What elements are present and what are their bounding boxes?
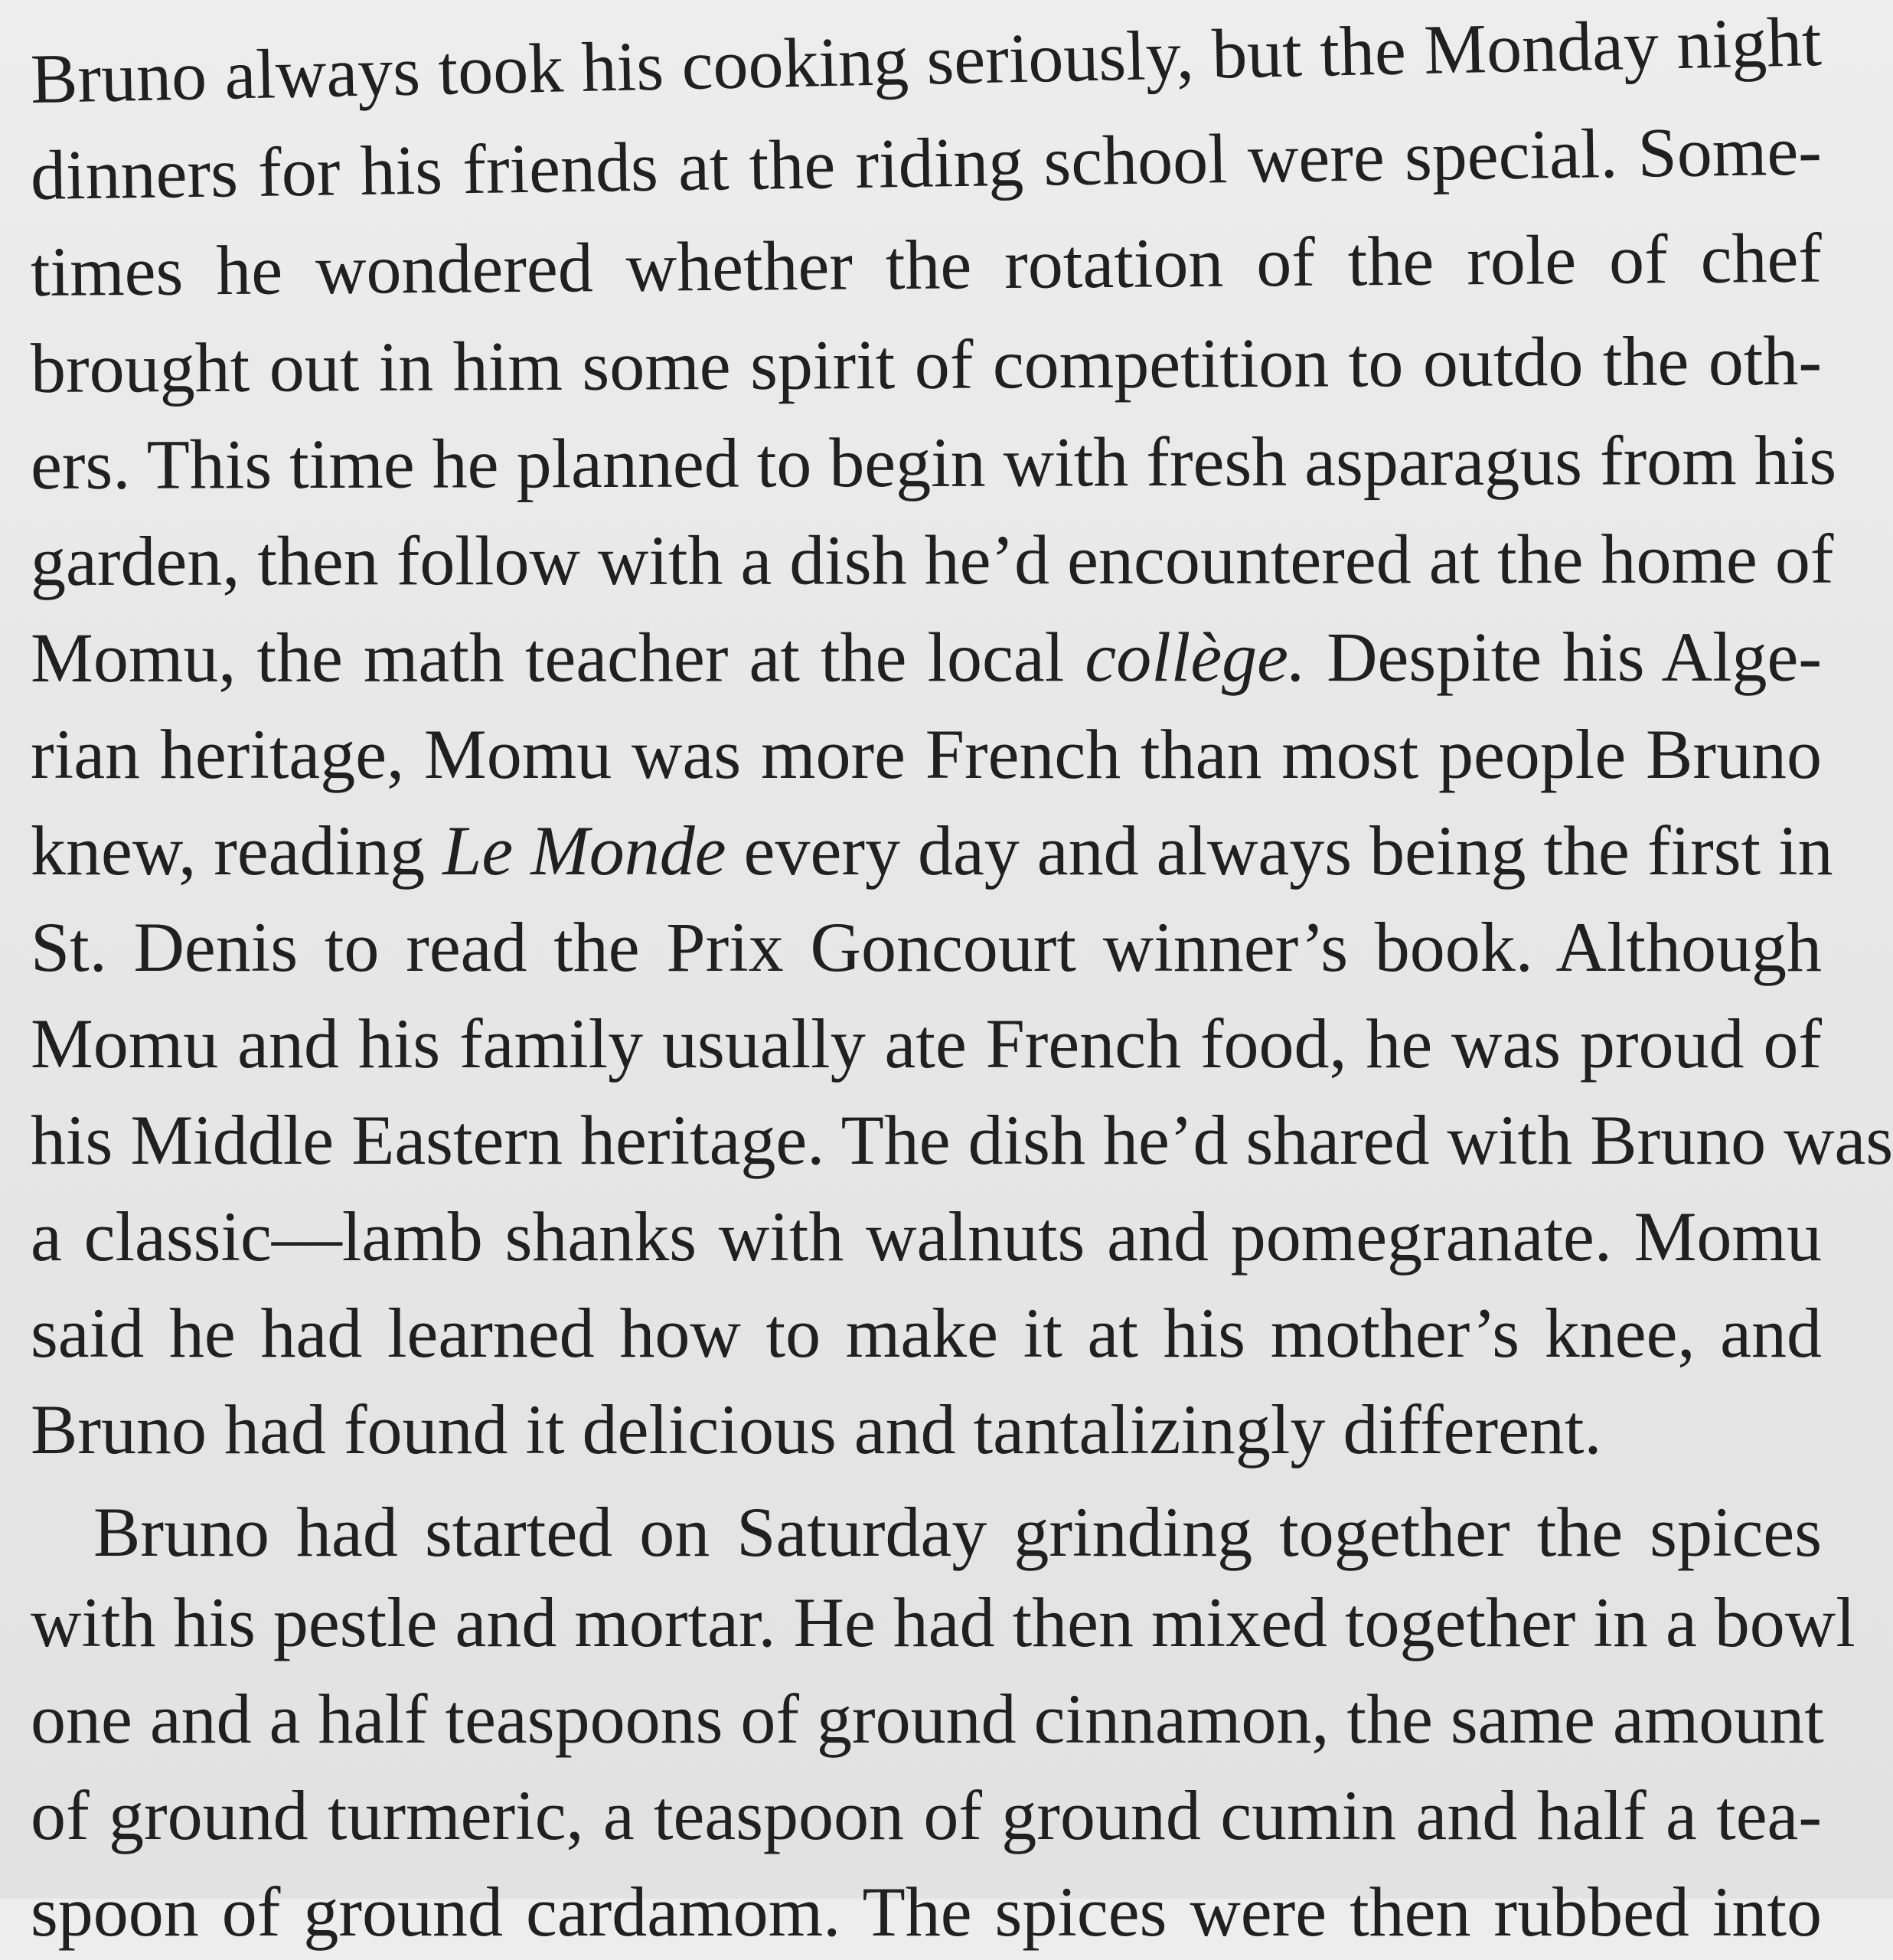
text-line: [31, 995, 1822, 1092]
text-line: [30, 412, 1837, 513]
text-line: [31, 899, 1822, 995]
italic-phrase: collège.: [1085, 618, 1307, 697]
paragraph-2-line-2: with his pestle and mortar. He had then mixed together in a bowl: [31, 1583, 1855, 1661]
paragraph-1-line-1: Bruno always took his cooking seriously, but the Monday night: [29, 2, 1823, 118]
paragraph-2-line-1: Bruno had started on Saturday grinding together the spices: [93, 1493, 1822, 1571]
paragraph-1-line-2: dinners for his friends at the riding school were special. Some-: [30, 111, 1823, 214]
paragraph-1-line-4: brought out in him some spirit of competition to outdo the oth-: [30, 321, 1823, 407]
paragraph-1-line-9: knew, reading Le Monde every day and always being the first in: [31, 812, 1833, 890]
text-line: [31, 1478, 1822, 1580]
paragraph-2-line-3: one and a half teaspoons of ground cinnamon, the same amount: [31, 1680, 1824, 1758]
italic-phrase: Le Monde: [442, 812, 726, 890]
paragraph-1-line-15: Bruno had found it delicious and tantalizingly different.: [31, 1390, 1602, 1468]
paragraph-1-line-7: Momu, the math teacher at the local collège. Despite his Alge-: [30, 617, 1823, 697]
paragraph-1-line-14: said he had learned how to make it at his mother’s knee, and: [31, 1294, 1822, 1372]
paragraph-1-line-5: ers. This time he planned to begin with fresh asparagus from his: [30, 420, 1837, 504]
text-line: [31, 1767, 1822, 1864]
page-bottom-edge: [0, 1890, 1856, 1899]
text-line: [31, 1381, 1822, 1478]
text-line: [31, 1671, 1822, 1767]
text-line: [31, 312, 1823, 416]
text-line: [31, 1188, 1822, 1285]
paragraph-1-line-11: Momu and his family usually ate French food, he was proud of: [31, 1004, 1822, 1083]
paragraph-2-line-5: spoon of ground cardamom. The spices were then rubbed into: [31, 1873, 1822, 1951]
paragraph-1-line-3: times he wondered whether the rotation of the role of chef: [30, 218, 1823, 311]
text-line: [31, 1092, 1893, 1188]
paragraph-1-line-8: rian heritage, Momu was more French than most people Bruno: [31, 715, 1822, 793]
text-line: [31, 609, 1822, 706]
paragraph-1-line-13: a classic—lamb shanks with walnuts and pomegranate. Momu: [31, 1197, 1822, 1276]
paragraph-2-line-4: of ground turmeric, a teaspoon of ground cumin and half a tea-: [31, 1776, 1822, 1854]
paragraph-1-line-6: garden, then follow with a dish he’d encountered at the home of: [30, 519, 1834, 600]
paragraph-1-line-12: his Middle Eastern heritage. The dish he’d shared with Bruno was: [31, 1101, 1893, 1179]
text-line: [31, 802, 1833, 899]
paragraph-1-line-10: St. Denis to read the Prix Goncourt winner’s book. Although: [31, 908, 1822, 986]
text-line: [31, 210, 1823, 320]
text-line: [31, 706, 1822, 802]
text-line: [31, 1864, 1822, 1960]
text-line: [30, 511, 1834, 609]
text-line: [31, 1574, 1855, 1671]
text-line: [31, 1285, 1822, 1381]
